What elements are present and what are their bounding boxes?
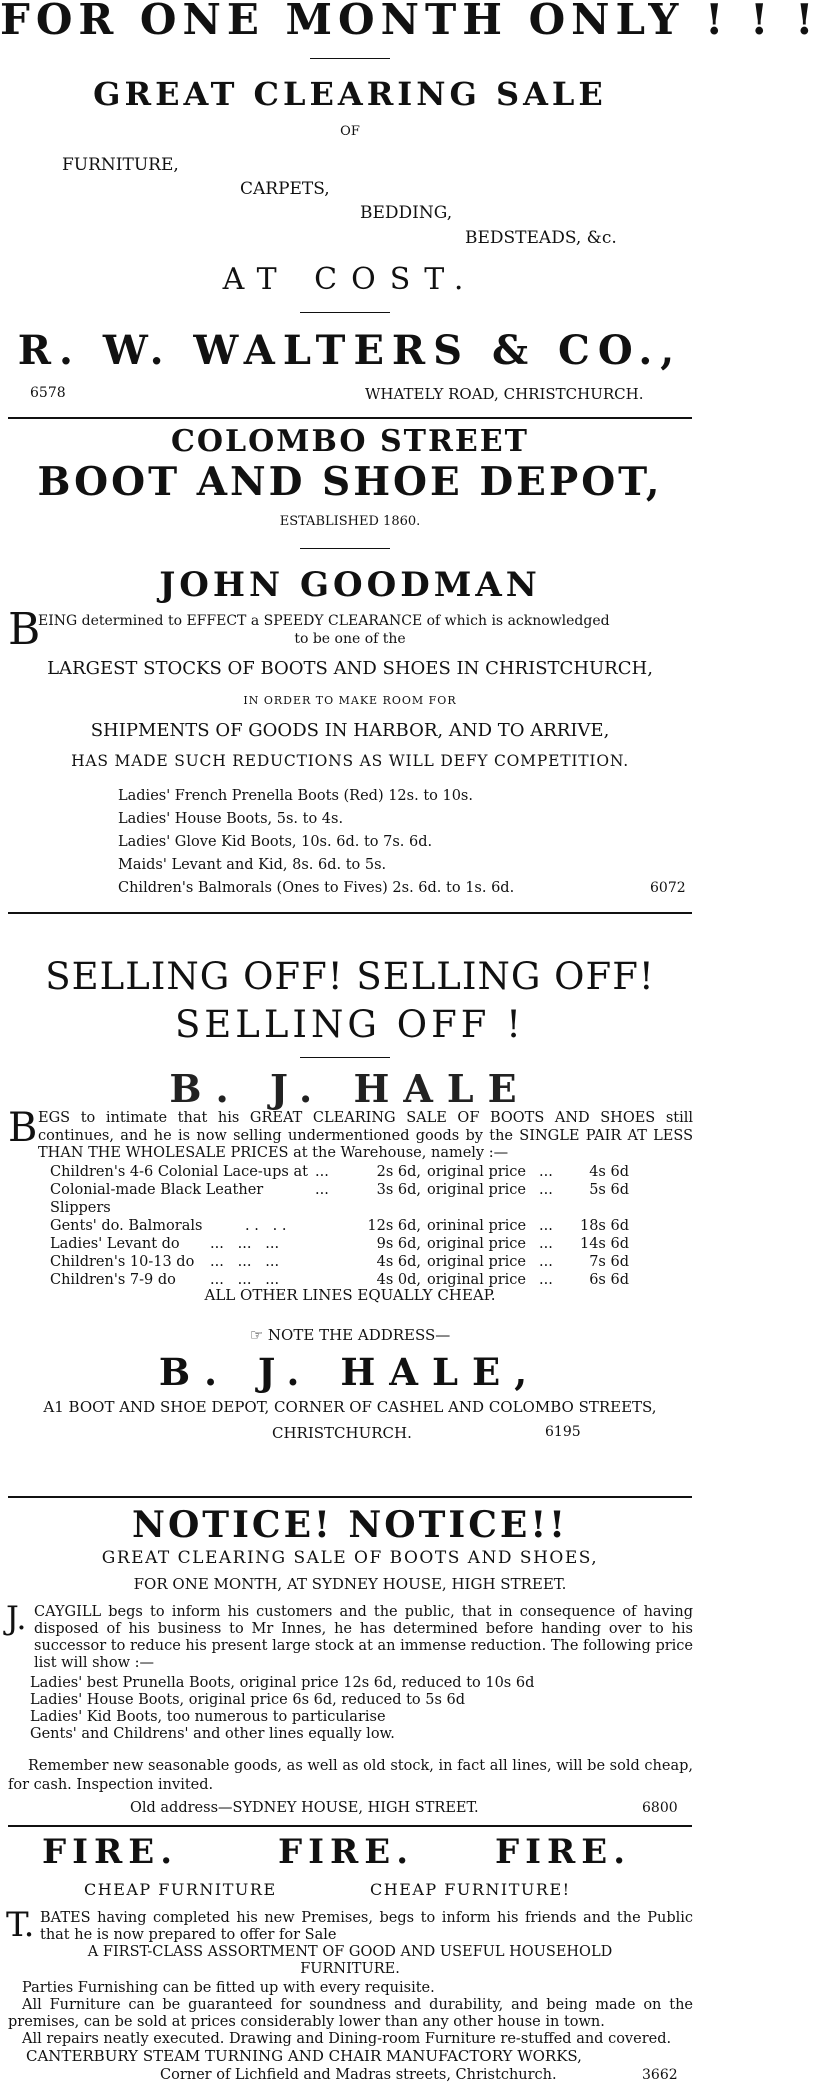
ad3-headline2: SELLING OFF ! — [174, 1003, 526, 1046]
row-dots2: ... — [539, 1236, 553, 1252]
row-item: Children's 7-9 do — [50, 1272, 176, 1288]
row-label: original price — [427, 1182, 527, 1198]
ad4-list-item: Gents' and Childrens' and other lines equally low. — [30, 1726, 395, 1742]
ad2-title: BOOT AND SHOE DEPOT, — [37, 459, 663, 505]
ad2-intro2: to be one of the — [294, 631, 406, 647]
ad-separator — [8, 1496, 692, 1498]
ad1-title: GREAT CLEARING SALE — [93, 75, 607, 113]
row-price: 2s 6d, — [376, 1164, 421, 1180]
row-label: orininal price — [427, 1218, 527, 1234]
row-price: 12s 6d, — [367, 1218, 421, 1234]
ad1-item-bedding: BEDDING, — [360, 203, 453, 223]
ad4-list-item: Ladies' House Boots, original price 6s 6d, reduced to 5s 6d — [30, 1692, 466, 1708]
ad1-at-cost: AT COST. — [222, 262, 478, 297]
ad2-list-item: Maids' Levant and Kid, 8s. 6d. to 5s. — [118, 857, 387, 873]
ad3-note-text: NOTE THE ADDRESS— — [267, 1326, 451, 1344]
ad5-paragraph2: Parties Furnishing can be fitted up with every requisite. — [22, 1980, 435, 1996]
row-label: original price — [427, 1164, 527, 1180]
ad1-number: 6578 — [30, 385, 66, 401]
table-row — [50, 1235, 650, 1253]
ad3-address1: A1 BOOT AND SHOE DEPOT, CORNER OF CASHEL AND COLOMBO STREETS, — [43, 1398, 657, 1416]
ad4-list-item: Ladies' best Prunella Boots, original price 12s 6d, reduced to 10s 6d — [30, 1675, 535, 1691]
row-dots2: ... — [539, 1218, 553, 1234]
row-price: 3s 6d, — [376, 1182, 421, 1198]
ad1-item-bedsteads: BEDSTEADS, &c. — [465, 228, 617, 248]
ad2-list-item: Children's Balmorals (Ones to Fives) 2s. 6d. to 1s. 6d. — [118, 880, 515, 896]
ad2-order: IN ORDER TO MAKE ROOM FOR — [243, 694, 457, 707]
ad5-cheap-1: CHEAP FURNITURE — [84, 1880, 277, 1899]
ad1-headline: FOR ONE MONTH ONLY ! ! ! — [0, 0, 820, 44]
row-price: 9s 6d, — [376, 1236, 421, 1252]
ad5-paragraph1: BATES having completed his new Premises, begs to inform his friends and the Public that he is now prepared to offer for Sale — [40, 1910, 693, 1943]
ad3-name-banner: B. J. HALE — [169, 1066, 531, 1111]
row-item: Ladies' Levant do — [50, 1236, 180, 1252]
row-dots2: ... — [539, 1254, 553, 1270]
row-label: original price — [427, 1236, 527, 1252]
ad2-reductions: HAS MADE SUCH REDUCTIONS AS WILL DEFY COMPETITION. — [71, 752, 629, 770]
divider — [300, 548, 390, 549]
ad4-sub1: GREAT CLEARING SALE OF BOOTS AND SHOES, — [101, 1548, 599, 1568]
row-item: Children's 4-6 Colonial Lace-ups at — [50, 1164, 308, 1180]
table-row — [50, 1181, 650, 1217]
row-orig: 5s 6d — [589, 1182, 629, 1198]
row-item: Children's 10-13 do — [50, 1254, 195, 1270]
ad2-shipments: SHIPMENTS OF GOODS IN HARBOR, AND TO ARRIVE, — [90, 720, 610, 741]
pointing-hand-icon: ☞ — [249, 1326, 268, 1344]
ad2-intro: EING determined to EFFECT a SPEEDY CLEARANCE of which is acknowledged — [38, 613, 610, 629]
row-dots: ... ... ... — [210, 1272, 280, 1288]
ad2-drop-initial: B — [8, 604, 41, 655]
row-dots: ... — [315, 1182, 329, 1198]
table-row — [50, 1253, 650, 1271]
row-price: 4s 0d, — [376, 1272, 421, 1288]
ad5-works: CANTERBURY STEAM TURNING AND CHAIR MANUFACTORY WORKS, — [26, 2047, 582, 2065]
ad3-headline1: SELLING OFF! SELLING OFF! — [45, 955, 655, 998]
row-item: Gents' do. Balmorals — [50, 1218, 203, 1234]
ad3-price-table — [50, 1163, 650, 1289]
row-orig: 18s 6d — [579, 1218, 629, 1234]
ad5-assortment2: FURNITURE. — [300, 1961, 400, 1977]
ad2-list-item: Ladies' House Boots, 5s. to 4s. — [118, 811, 344, 827]
row-dots2: ... — [539, 1272, 553, 1288]
ad5-paragraph3: All Furniture can be guaranteed for soundness and durability, and being made on the premises, can be sold at prices considerably lower than any other house in town. — [8, 1997, 693, 2030]
ad5-drop-initial: T. — [6, 1905, 35, 1945]
divider — [300, 312, 390, 313]
ad5-address: Corner of Lichfield and Madras streets, Christchurch. — [160, 2067, 557, 2083]
ad2-established: ESTABLISHED 1860. — [279, 514, 421, 529]
ad-separator — [8, 417, 692, 419]
ad3-all-other: ALL OTHER LINES EQUALLY CHEAP. — [204, 1286, 496, 1304]
row-orig: 4s 6d — [589, 1164, 629, 1180]
ad4-remember: Remember new seasonable goods, as well as old stock, in fact all lines, will be sold cheap, for cash. Inspection invited. — [8, 1758, 693, 1793]
ad2-largest: LARGEST STOCKS OF BOOTS AND SHOES IN CHRISTCHURCH, — [47, 658, 653, 679]
row-dots: . . . . — [245, 1218, 287, 1234]
row-dots2: ... — [539, 1182, 553, 1198]
table-row — [50, 1217, 650, 1235]
ad4-old-address: Old address—SYDNEY HOUSE, HIGH STREET. — [130, 1800, 479, 1816]
ad3-address2: CHRISTCHURCH. — [272, 1424, 412, 1442]
ad4-paragraph: CAYGILL begs to inform his customers and the public, that in consequence of having disposed of his business to Mr Innes, he has determined before handing over to his successor to reduce his present large stock at an immense reduction. The following price list will show :— — [34, 1604, 693, 1671]
ad3-note — [0, 1326, 700, 1344]
row-orig: 14s 6d — [579, 1236, 629, 1252]
table-row — [50, 1163, 650, 1181]
row-item: Colonial-made Black Leather Slippers — [50, 1182, 264, 1216]
ad4-number: 6800 — [642, 1800, 678, 1816]
ad5-fire-2: FIRE. — [278, 1832, 415, 1872]
ad1-item-furniture: FURNITURE, — [62, 155, 179, 175]
ad1-address: WHATELY ROAD, CHRISTCHURCH. — [365, 385, 644, 403]
row-label: original price — [427, 1254, 527, 1270]
ad3-number: 6195 — [545, 1424, 581, 1440]
ad1-of: OF — [340, 124, 360, 139]
row-orig: 7s 6d — [589, 1254, 629, 1270]
row-label: original price — [427, 1272, 527, 1288]
ad-separator — [8, 1825, 692, 1827]
ad3-name2: B. J. HALE, — [158, 1350, 542, 1394]
ad4-list-item: Ladies' Kid Boots, too numerous to particularise — [30, 1709, 386, 1725]
ad5-fire-3: FIRE. — [495, 1832, 632, 1872]
ad2-name: JOHN GOODMAN — [159, 565, 541, 605]
ad1-firm: R. W. WALTERS & CO., — [17, 327, 683, 374]
row-dots: ... ... ... — [210, 1254, 280, 1270]
ad4-drop-initial: J. — [6, 1599, 27, 1637]
ad5-number: 3662 — [642, 2067, 678, 2083]
ad4-sub2: FOR ONE MONTH, AT SYDNEY HOUSE, HIGH STREET. — [133, 1575, 567, 1593]
row-price: 4s 6d, — [376, 1254, 421, 1270]
ad5-fire-1: FIRE. — [42, 1832, 179, 1872]
divider — [300, 1057, 390, 1058]
ad1-item-carpets: CARPETS, — [240, 179, 330, 199]
ad2-list-item: Ladies' Glove Kid Boots, 10s. 6d. to 7s. 6d. — [118, 834, 433, 850]
ad2-street: COLOMBO STREET — [171, 424, 529, 459]
row-orig: 6s 6d — [589, 1272, 629, 1288]
ad5-paragraph4: All repairs neatly executed. Drawing and Dining-room Furniture re-stuffed and covered. — [22, 2031, 672, 2047]
ad2-list-item: Ladies' French Prenella Boots (Red) 12s. to 10s. — [118, 788, 473, 804]
ad3-drop-initial: B — [8, 1105, 38, 1151]
row-dots: ... — [315, 1164, 329, 1180]
row-dots: ... ... ... — [210, 1236, 280, 1252]
ad5-cheap-2: CHEAP FURNITURE! — [370, 1880, 571, 1899]
ad4-title: NOTICE! NOTICE!! — [132, 1504, 568, 1546]
divider — [310, 58, 390, 59]
ad-separator — [8, 912, 692, 914]
ad2-number: 6072 — [650, 880, 686, 896]
ad3-paragraph: EGS to intimate that his GREAT CLEARING SALE OF BOOTS AND SHOES still continues, and he is now selling undermentioned goods by the SINGLE PAIR AT LESS THAN THE WHOLESALE PRICES at the Warehouse, namely :— — [38, 1110, 693, 1161]
row-dots2: ... — [539, 1164, 553, 1180]
ad5-assortment1: A FIRST-CLASS ASSORTMENT OF GOOD AND USEFUL HOUSEHOLD — [87, 1944, 613, 1960]
